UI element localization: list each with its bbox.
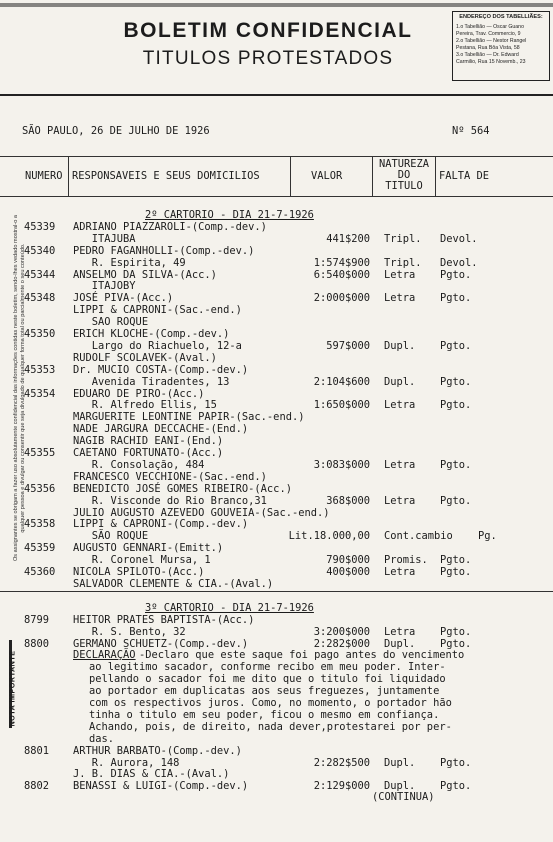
address-line: Pereira, Trav. Commercio, 9 — [456, 31, 521, 37]
entry-type: Dupl. — [384, 339, 416, 352]
entry-reason: Pgto. — [440, 756, 472, 769]
entry-reason: Pg. — [478, 530, 497, 543]
entry-type: Cont.cambio — [384, 530, 453, 543]
entry-name: R. S. Bento, 32 — [73, 625, 186, 638]
entry-type: Letra — [384, 292, 416, 305]
declaracao-line: ao portador em duplicatas aos seus freguezes, juntamente — [89, 685, 440, 698]
entry-type: Letra — [384, 566, 416, 578]
col-natureza — [375, 159, 433, 192]
entry-value: 368$000 — [326, 494, 370, 507]
declaracao-line: Achando, pois, de direito, nada dever,protestarei por per- — [89, 720, 452, 733]
entry-name: J. B. DIAS & CIA.-(Aval.) — [73, 768, 230, 781]
entry-name: BENASSI & LUIGI-(Comp.-dev.) — [73, 780, 249, 793]
address-line: Pestana, Rua Bôa Vista, 58 — [456, 45, 520, 51]
entry-name: EDUARO DE PIRO-(Acc.) — [73, 387, 205, 400]
entry-number: 45360 — [24, 566, 56, 578]
entry-name: R. Visconde do Rio Branco,31 — [73, 494, 267, 507]
entry-value: 2:129$000 — [313, 780, 370, 793]
masthead-title: BOLETIM CONFIDENCIAL — [123, 19, 413, 42]
entry-value: 3:083$000 — [313, 458, 370, 471]
col-valor: VALOR — [311, 170, 343, 182]
entry-value: 400$000 — [326, 566, 370, 578]
entry-name: BENEDICTO JOSÉ GOMES RIBEIRO-(Acc.) — [73, 482, 292, 495]
entry-name: ADRIANO PIAZZAROLI-(Comp.-dev.) — [73, 220, 267, 233]
entry-type: Dupl. — [384, 375, 416, 388]
important-note-badge: NOTA IMPORTANTE — [7, 650, 17, 727]
entry-name: Largo do Riachuelo, 12-a — [73, 339, 242, 352]
entry-number: 45344 — [24, 268, 56, 281]
entry-name: R. Alfredo Ellis, 15 — [73, 399, 217, 412]
entry-type: Letra — [384, 625, 416, 638]
entry-number: 45359 — [24, 542, 56, 555]
entry-name: R. Espirita, 49 — [73, 256, 186, 269]
entry-value: Lit.18.000,00 — [288, 530, 370, 543]
entry-name: ERICH KLOCHE-(Comp.-dev.) — [73, 328, 230, 340]
masthead-subtitle: TITULOS PROTESTADOS — [142, 48, 394, 69]
entry-reason: Pgto. — [440, 780, 472, 793]
entry-number: 8800 — [24, 637, 50, 650]
bulletin-number: Nº 564 — [452, 125, 490, 137]
entry-type: Letra — [384, 399, 416, 412]
header-rule-bottom — [0, 196, 553, 197]
top-border — [0, 3, 553, 7]
entry-type: Dupl. — [384, 756, 416, 769]
header-divider — [68, 156, 69, 196]
entry-reason: Pgto. — [440, 268, 472, 281]
masthead-rule — [0, 94, 553, 96]
entry-name: SÃO ROQUE — [73, 530, 149, 543]
dateline-place-date: SÃO PAULO, 26 DE JULHO DE 1926 — [22, 125, 210, 137]
address-line: 3.o Tabellião — Dr. Edward — [456, 52, 519, 58]
entry-number: 45348 — [24, 292, 56, 305]
col-numero: NUMERO — [25, 170, 63, 182]
section-heading: 2º CARTORIO - DIA 21-7-1926 — [145, 209, 314, 221]
entry-name: MARGUERITE LEONTINE PAPIR-(Sac.-end.) — [73, 411, 305, 424]
entry-name: R. Consolação, 484 — [73, 458, 205, 471]
entry-type: Dupl. — [384, 780, 416, 793]
entry-reason: Pgto. — [440, 554, 472, 567]
entry-number: 45340 — [24, 244, 56, 257]
entry-reason: Devol. — [440, 256, 478, 269]
header-divider — [372, 156, 373, 196]
entry-type: Promis. — [384, 554, 428, 567]
declaracao-line: pellando o sacador foi me dito que o titulo foi liquidado — [89, 673, 446, 686]
entry-number: 8802 — [24, 780, 50, 793]
header-divider — [435, 156, 436, 196]
declaracao-line: com os respectivos juros. Como, no momento, o portador hão — [89, 697, 452, 709]
entry-name: JOSÉ PIVA-(Acc.) — [73, 292, 174, 305]
entry-value: 2:282$500 — [313, 756, 370, 769]
section-heading: 3º CARTORIO - DIA 21-7-1926 — [145, 601, 314, 614]
entry-reason: Pgto. — [440, 399, 472, 412]
entry-number: 45354 — [24, 387, 56, 400]
entry-name: ARTHUR BARBATO-(Comp.-dev.) — [73, 744, 242, 757]
entry-name: SALVADOR CLEMENTE & CIA.-(Aval.) — [73, 577, 274, 590]
entry-name: GERMANO SCHUETZ-(Comp.-dev.) — [73, 637, 249, 650]
confidentiality-notice: Os assignantes se obrigam a fazer uso absolutamente confidencial das informações contidas neste boletim, sendo-lhes vedado mostral-o a qualquer pessoa e divulgar ou consentir que seja divulgado de qualquer forma total ou parcialmente o seu conteúdo. — [13, 214, 26, 562]
section-separator — [0, 591, 553, 592]
declaracao-line: das. — [89, 732, 115, 745]
entry-name: NADE JARGURA DECCACHE-(End.) — [73, 423, 249, 436]
entry-reason: Pgto. — [440, 375, 472, 388]
entry-reason: Pgto. — [440, 625, 472, 638]
entry-name: R. Aurora, 148 — [73, 756, 180, 769]
entry-value: 441$200 — [326, 232, 370, 245]
entry-type: Dupl. — [384, 637, 416, 650]
entry-value: 3:200$000 — [313, 625, 370, 638]
declaracao-line: ao legitimo sacador, conforme recibo em meu poder. Inter- — [89, 661, 446, 674]
entry-name: FRANCESCO VECCHIONE-(Sac.-end.) — [73, 470, 267, 483]
entry-type: Letra — [384, 494, 416, 507]
entry-name: CAETANO FORTUNATO-(Acc.) — [73, 447, 224, 459]
col-falta: FALTA DE — [439, 170, 490, 182]
entry-reason: Pgto. — [440, 292, 472, 305]
entry-value: 1:574$900 — [313, 256, 370, 269]
entry-value: 2:104$600 — [313, 375, 370, 388]
entry-name: PEDRO FAGANHOLLI-(Comp.-dev.) — [73, 244, 255, 257]
entry-value: 2:282$000 — [313, 637, 370, 650]
entry-name: LIPPI & CAPRONI-(Comp.-dev.) — [73, 518, 249, 531]
col-responsaveis: RESPONSAVEIS E SEUS DOMICILIOS — [72, 170, 260, 182]
entry-reason: Devol. — [440, 232, 478, 245]
entry-type: Letra — [384, 458, 416, 471]
address-line: 1.o Tabellião — Oscar Guano — [456, 24, 524, 30]
declaracao-label: DECLARAÇÃO — [73, 649, 136, 662]
entry-name: ANSELMO DA SILVA-(Acc.) — [73, 268, 217, 281]
address-line: Carmilio, Rua 15 Novemb., 23 — [456, 59, 526, 65]
header-rule-top — [0, 156, 553, 157]
entry-reason: Pgto. — [440, 458, 472, 471]
col-natureza-line: NATUREZA — [378, 158, 430, 170]
entry-name: Avenida Tiradentes, 13 — [73, 375, 230, 388]
entry-number: 45339 — [24, 220, 56, 233]
declaracao-line: tinha o titulo em seu poder, ficou o mesmo em confiança. — [89, 708, 440, 721]
entry-value: 2:000$000 — [313, 292, 370, 305]
entry-type: Tripl. — [384, 256, 422, 269]
entry-number: 45350 — [24, 328, 56, 340]
entry-value: 790$000 — [326, 554, 370, 567]
entry-number: 45358 — [24, 518, 56, 531]
entry-reason: Pgto. — [440, 566, 472, 578]
entry-name: NICOLA SPILOTO-(Acc.) — [73, 566, 205, 578]
entry-number: 45353 — [24, 363, 56, 376]
entry-type: Tripl. — [384, 232, 422, 245]
entry-type: Letra — [384, 268, 416, 281]
address-heading: ENDEREÇO DOS TABELLIÃES: — [459, 14, 543, 20]
address-box — [452, 11, 550, 81]
entry-reason: Pgto. — [440, 494, 472, 507]
entry-value: 1:650$000 — [313, 399, 370, 412]
col-natureza-line: DO — [397, 169, 411, 181]
col-natureza-line: TITULO — [385, 180, 423, 192]
entry-name: Dr. MUCIO COSTA-(Comp.-dev.) — [73, 363, 249, 376]
declaracao-line: -Declaro que este saque foi pago antes do vencimento — [139, 649, 465, 662]
entry-name: RUDOLF SCOLAVEK-(Aval.) — [73, 351, 217, 364]
entry-name: SAO ROQUE — [73, 316, 149, 329]
entry-reason: Pgto. — [440, 637, 472, 650]
entry-name: ITAJUBA — [73, 232, 136, 245]
entry-name: JULIO AUGUSTO AZEVEDO GOUVEIA-(Sac.-end.) — [73, 506, 330, 519]
entry-number: 45355 — [24, 447, 56, 459]
entry-number: 8801 — [24, 744, 50, 757]
entry-reason: Pgto. — [440, 339, 472, 352]
address-line: 2.o Tabellião — Nestor Rangel — [456, 38, 527, 44]
entry-name: AUGUSTO GENNARI-(Emitt.) — [73, 542, 224, 555]
entry-value: 6:540$000 — [313, 268, 370, 281]
entry-number: 45356 — [24, 482, 56, 495]
entry-value: 597$000 — [326, 339, 370, 352]
header-divider — [290, 156, 291, 196]
entry-number: 8799 — [24, 613, 50, 626]
entry-name: LIPPI & CAPRONI-(Sac.-end.) — [73, 304, 242, 317]
continua-note: (CONTINUA) — [372, 791, 435, 804]
entry-name: ITAJOBY — [73, 280, 136, 293]
entry-name: R. Coronel Mursa, 1 — [73, 554, 211, 567]
entry-name: NAGIB RACHID EANI-(End.) — [73, 435, 224, 448]
entry-name: HEITOR PRATES BAPTISTA-(Acc.) — [73, 613, 255, 626]
